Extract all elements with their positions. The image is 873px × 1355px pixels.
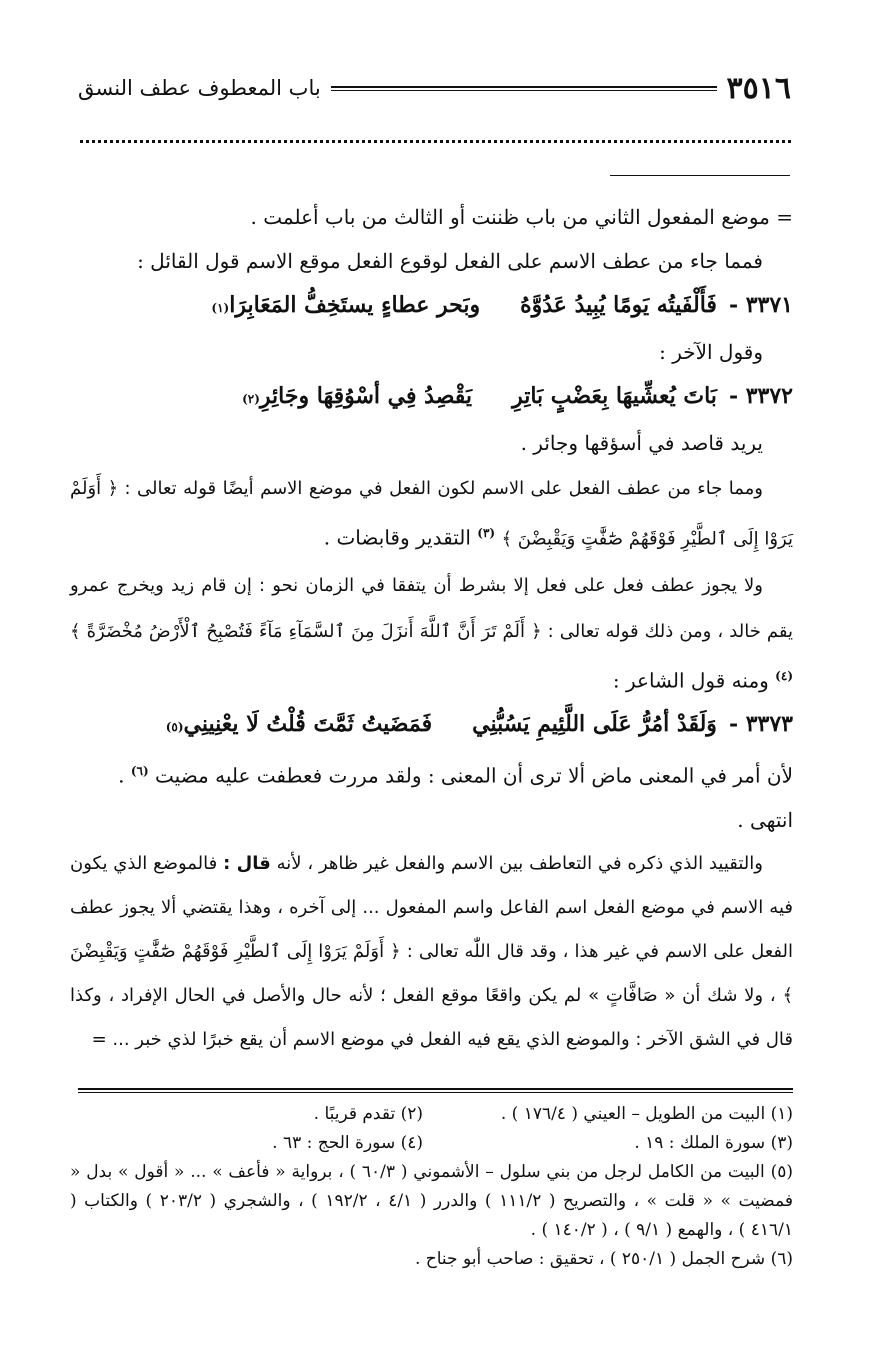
paragraph — [70, 842, 793, 1062]
verse-number: ٣٣٧١ - — [728, 292, 793, 318]
verse-3371 — [70, 283, 793, 330]
footnote-ref: (٢) — [242, 392, 260, 406]
footnote-ref: (١) — [211, 301, 230, 315]
footnote-ref: (٣) — [477, 526, 496, 540]
paragraph-text: ومنه قول الشاعر : — [612, 668, 769, 693]
continuation-rule — [610, 175, 790, 176]
verse-hemistich: وبَحر عطاءٍ يستَخِفُّ المَعَابِرَا — [229, 292, 481, 318]
footnote: (٣) سورة الملك : ١٩ . — [634, 1133, 793, 1153]
text-line: وقول الآخر : — [659, 340, 763, 364]
paragraph-text-bold: قال : — [223, 852, 271, 874]
paragraph-text: والتقييد الذي ذكره في التعاطف بين الاسم والفعل غير ظاهر ، لأنه — [276, 852, 763, 874]
footnotes — [70, 1100, 793, 1274]
verse-hemistich: بَاتَ يُعشِّيهَا بِعَضْبٍ بَاتِرِ — [512, 383, 717, 409]
footnote-ref: (٦) — [130, 764, 149, 779]
verse-hemistich: فَأَلْفَيتُه يَومًا يُبِيدُ عَدُوَّهُ — [520, 292, 717, 318]
footnotes-rule — [78, 1088, 793, 1093]
dotted-separator — [80, 140, 791, 143]
page-header — [78, 68, 791, 108]
paragraph-text: فالموضع الذي يكون فيه الاسم في موضع الفعل اسم الفاعل واسم المفعول ... إلى آخره ، وهذا يقتضي ألا يجوز عطف الفعل على الاسم في غير هذا ، وقد قال اللّٰه تعالى : ﴿ أَوَلَمْ يَرَوْا إِلَى ٱلطَّيْرِ فَوْقَهُمْ صَٰٓفَّٰتٍ وَيَقْبِضْنَ ﴾ ، ولا شك أن « صَافَّاتٍ » لم يكن واقعًا موقع الفعل ؛ لأنه حال والأصل في الحال الإفراد ، وكذا قال في الشق الآخر : والموضع الذي يقع فيه الفعل في موضع الاسم أن يقع خبرًا لذي خبر ... = — [70, 852, 793, 1050]
paragraph-text: . — [118, 763, 125, 788]
footnote: (٢) تقدم قريبًا . — [313, 1104, 423, 1124]
footnote-ref: (٥) — [165, 720, 184, 735]
text-line: انتهى . — [737, 807, 793, 832]
text-line: = موضع المفعول الثاني من باب ظننت أو الثالث من باب أعلمت . — [250, 205, 793, 229]
footnote: (٦) شرح الجمل ( ٢٥٠/١ ) ، تحقيق : صاحب أبو جناح . — [414, 1249, 793, 1269]
paragraph-text: ولا يجوز عطف فعل على فعل إلا بشرط أن يتفقا في الزمان نحو : إن قام زيد ويخرج عمرو يقم خالد ، ومن ذلك قوله تعالى : ﴿ أَلَمْ تَرَ أَنَّ ٱللَّهَ أَنزَلَ مِنَ ٱلسَّمَآءِ مَآءً فَتُصْبِحُ ٱلْأَرْضُ مُخْضَرَّةً ﴾ — [70, 574, 793, 642]
verse-hemistich: فَمَضَيتُ ثَمَّتَ قُلْتُ لَا يعْنِينِي — [183, 711, 433, 738]
footnote: (٤) سورة الحج : ٦٣ . — [272, 1133, 423, 1153]
main-text — [70, 195, 793, 1062]
paragraph-text: لأن أمر في المعنى ماض ألا ترى أن المعنى : ولقد مررت فعطفت عليه مضيت — [155, 763, 793, 788]
paragraph — [70, 562, 793, 703]
footnote-row — [70, 1129, 793, 1158]
page-number: ٣٥١٦ — [726, 70, 791, 106]
verse-3372 — [70, 374, 793, 421]
verse-number: ٣٣٧٣ - — [728, 711, 793, 738]
paragraph-text: التقدير وقابضات . — [323, 525, 471, 550]
verse-3373 — [70, 702, 793, 749]
chapter-title: باب المعطوف عطف النسق — [78, 76, 321, 100]
text-line: فمما جاء من عطف الاسم على الفعل لوقوع الفعل موقع الاسم قول القائل : — [137, 249, 763, 273]
verse-hemistich: وَلَقَدْ أمُرُّ عَلَى اللَّئِيمِ يَسُبُّنِي — [472, 711, 717, 738]
paragraph — [70, 749, 793, 798]
paragraph-text: ومما جاء من عطف الفعل على الاسم لكون الفعل في موضع الاسم أيضًا قوله تعالى : ﴿ أَوَلَمْ يَرَوْا إِلَى ٱلطَّيْرِ فَوْقَهُمْ صَٰٓفَّٰتٍ وَيَقْبِضْنَ ﴾ — [70, 478, 793, 550]
footnote: (١) البيت من الطويل – العيني ( ١٧٦/٤ ) . — [500, 1104, 793, 1124]
paragraph — [70, 465, 793, 562]
footnote: (٥) البيت من الكامل لرجل من بني سلول – الأشموني ( ٦٠/٣ ) ، برواية « فأعف » ... « أقول » بدل « فمضيت » « قلت » ، والتصريح ( ١١١/٢ ) والدرر ( ٤/١ ، ١٩٢/٢ ) ، والشجري ( ٢٠٣/٢ ) والكتاب ( ٤١٦/١ ) ، والهمع ( ٩/١ ) ، ( ١٤٠/٢ ) . — [70, 1162, 794, 1240]
header-rule — [331, 86, 717, 91]
text-line: يريد قاصد في أسؤقها وجائر . — [520, 431, 763, 455]
verse-number: ٣٣٧٢ - — [728, 383, 793, 409]
verse-hemistich: يَقْصِدُ فِي أسْوُقِهَا وجَائِرِ — [259, 383, 473, 409]
footnote-ref: (٤) — [775, 668, 793, 683]
footnote-row — [70, 1100, 793, 1129]
